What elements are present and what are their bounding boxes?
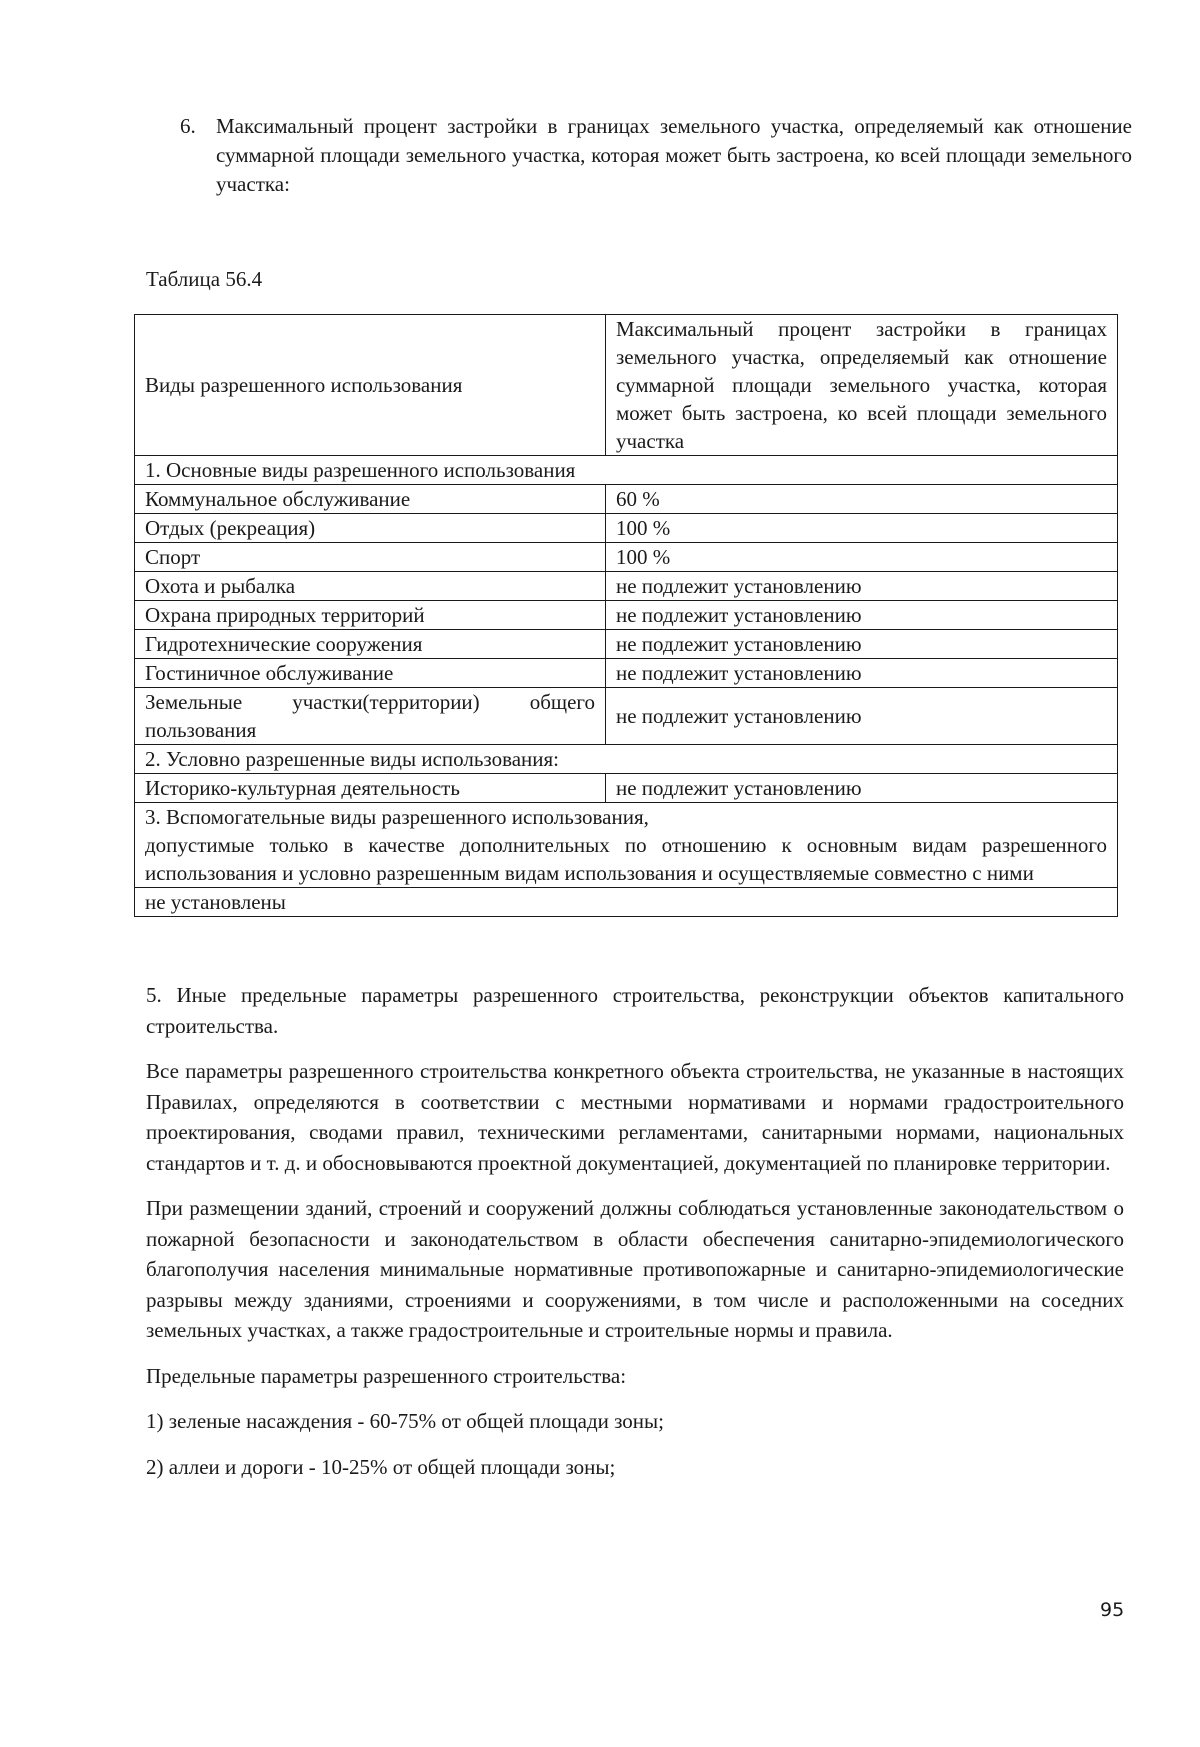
table-caption: Таблица 56.4 <box>146 267 263 291</box>
table-row <box>135 630 1118 659</box>
table-row <box>135 888 1118 917</box>
table-row <box>135 688 1118 745</box>
list-item-number: 6. <box>180 114 196 138</box>
body-text <box>146 980 1124 1497</box>
use-type-cell: Земельные участки(территории) общего пользования <box>135 688 606 745</box>
use-type-cell: Гостиничное обслуживание <box>135 659 606 688</box>
page-number: 95 <box>1100 1599 1125 1621</box>
percent-cell: не подлежит установлению <box>606 601 1118 630</box>
section-title-main-uses: 1. Основные виды разрешенного использования <box>135 456 1118 485</box>
list-item-6 <box>180 112 1132 199</box>
percent-cell: не подлежит установлению <box>606 659 1118 688</box>
header-cell-use-types: Виды разрешенного использования <box>135 315 606 456</box>
auxiliary-value-cell: не установлены <box>135 888 1118 917</box>
percent-cell: не подлежит установлению <box>606 572 1118 601</box>
table-row <box>135 659 1118 688</box>
percent-cell: 100 % <box>606 543 1118 572</box>
section-row-1 <box>135 456 1118 485</box>
use-type-cell: Отдых (рекреация) <box>135 514 606 543</box>
percent-cell: не подлежит установлению <box>606 688 1118 745</box>
section-row-3 <box>135 803 1118 888</box>
percent-cell: не подлежит установлению <box>606 774 1118 803</box>
use-type-cell: Коммунальное обслуживание <box>135 485 606 514</box>
section-title-conditional-uses: 2. Условно разрешенные виды использования: <box>135 745 1118 774</box>
use-type-cell: Охота и рыбалка <box>135 572 606 601</box>
section-row-2 <box>135 745 1118 774</box>
table-row <box>135 543 1118 572</box>
paragraph-all-parameters: Все параметры разрешенного строительства конкретного объекта строительства, не указанные в настоящих Правилах, определяются в соответствии с местными нормативами и нормами градостроительного проектирования, сводами правил, техническими регламентами, санитарными нормами, национальных стандартов и т. д. и обосновываются проектной документацией, документацией по планировке территории. <box>146 1059 1124 1175</box>
section-3-title: 3. Вспомогательные виды разрешенного использования, <box>145 805 649 829</box>
percent-cell: 60 % <box>606 485 1118 514</box>
use-type-cell: Спорт <box>135 543 606 572</box>
table-row <box>135 774 1118 803</box>
list-item-text: Максимальный процент застройки в границах земельного участка, определяемый как отношение суммарной площади земельного участка, которая может быть застроена, ко всей площади земельного участка: <box>216 114 1132 196</box>
use-type-cell: Охрана природных территорий <box>135 601 606 630</box>
paragraph-green-spaces: 1) зеленые насаждения - 60-75% от общей площади зоны; <box>146 1409 664 1433</box>
paragraph-fire-safety: При размещении зданий, строений и сооружений должны соблюдаться установленные законодательством о пожарной безопасности и законодательством в области обеспечения санитарно-эпидемиологического благополучия населения минимальные нормативные противопожарные и санитарно-эпидемиологические разрывы между зданиями, строениями и сооружениями, в том числе и расположенными на соседних земельных участках, а также градостроительные и строительные нормы и правила. <box>146 1196 1124 1342</box>
section-3-description: допустимые только в качестве дополнительных по отношению к основным видам разрешенного использования и условно разрешенным видам использования и осуществляемые совместно с ними <box>145 833 1107 885</box>
paragraph-limits-heading: Предельные параметры разрешенного строительства: <box>146 1363 627 1388</box>
use-type-cell: Историко-культурная деятельность <box>135 774 606 803</box>
table-header-row <box>135 315 1118 456</box>
table-row <box>135 601 1118 630</box>
table-row <box>135 572 1118 601</box>
percent-cell: 100 % <box>606 514 1118 543</box>
table-row <box>135 485 1118 514</box>
section-title-auxiliary-uses <box>135 803 1118 888</box>
table-row <box>135 514 1118 543</box>
header-cell-max-percent: Максимальный процент застройки в границах земельного участка, определяемый как отношение суммарной площади земельного участка, которая может быть застроена, ко всей площади земельного участка <box>606 315 1118 456</box>
percent-cell: не подлежит установлению <box>606 630 1118 659</box>
land-use-table <box>134 314 1118 917</box>
paragraph-alleys-roads: 2) аллеи и дороги - 10-25% от общей площади зоны; <box>146 1454 616 1479</box>
use-type-cell: Гидротехнические сооружения <box>135 630 606 659</box>
paragraph-other-parameters: 5. Иные предельные параметры разрешенного строительства, реконструкции объектов капитального строительства. <box>146 983 1124 1038</box>
